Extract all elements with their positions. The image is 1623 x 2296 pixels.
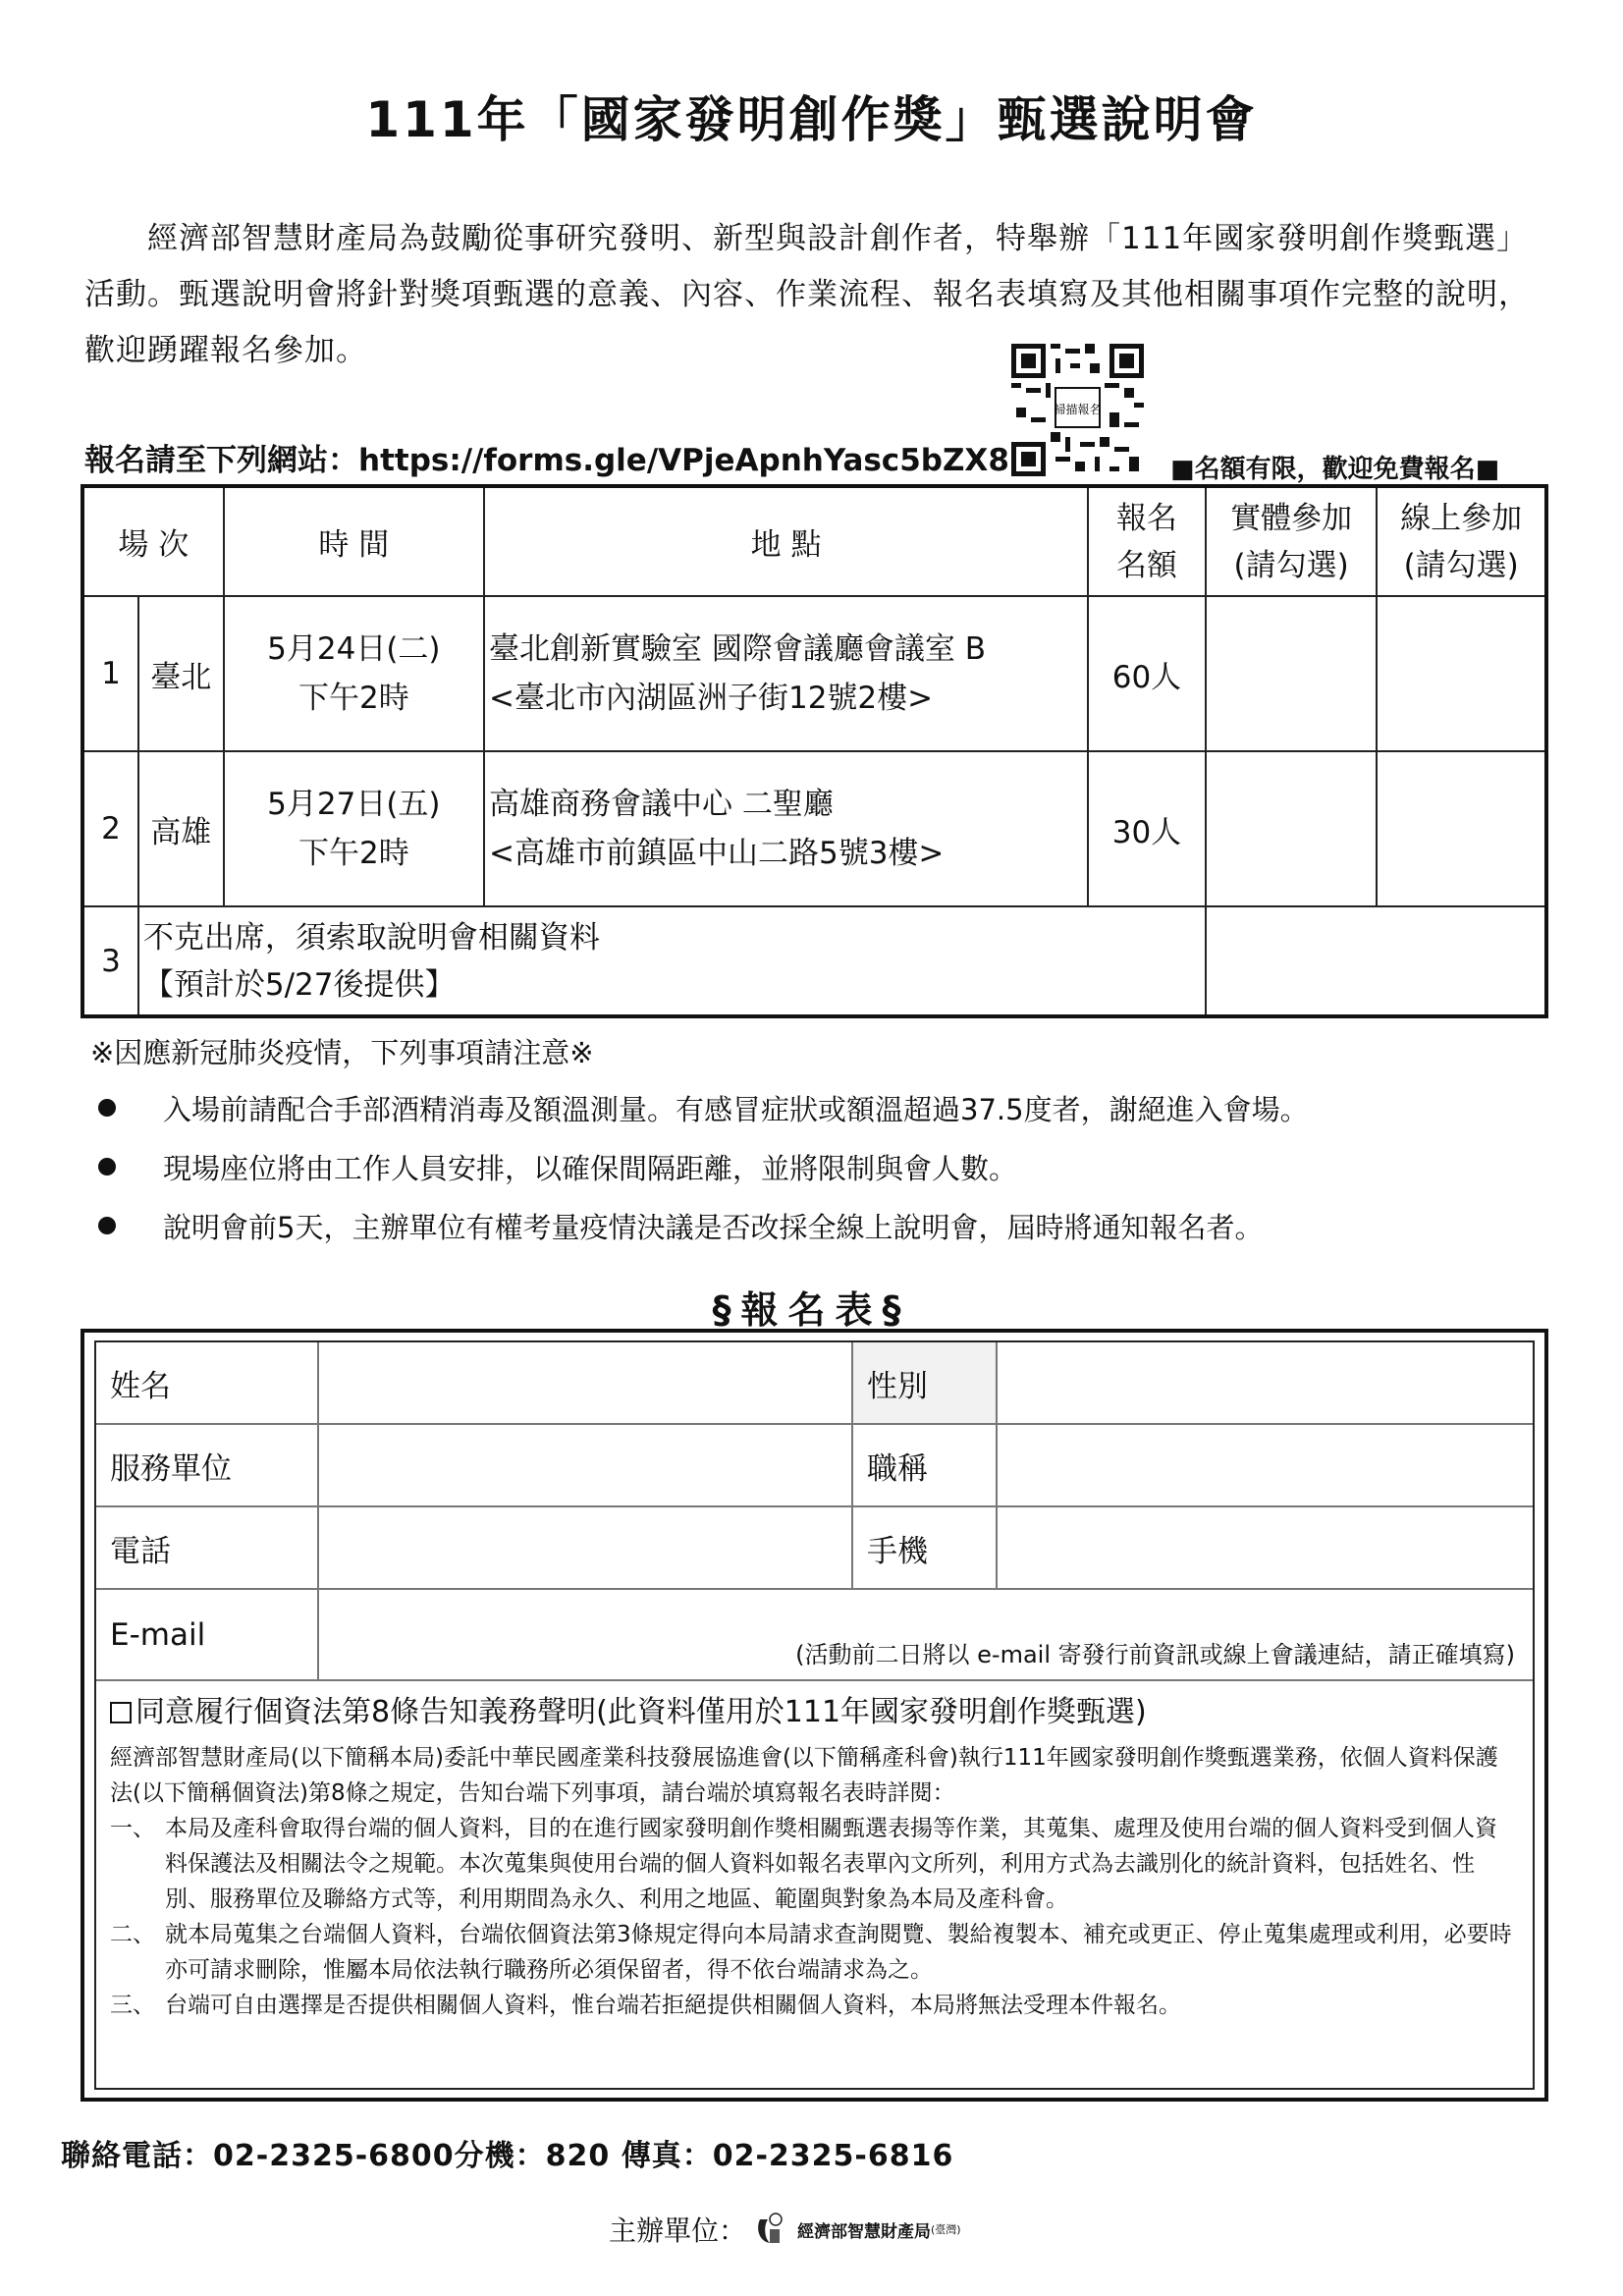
privacy-item-number: 二、 bbox=[110, 1922, 155, 1947]
privacy-item bbox=[110, 1988, 1517, 2023]
bullet-icon bbox=[98, 1099, 116, 1117]
bullet-icon bbox=[98, 1158, 116, 1175]
row-venue: 高雄商務會議中心 二聖廳 bbox=[489, 787, 834, 822]
intro-text: 經濟部智慧財產局為鼓勵從事研究發明、新型與設計創作者，特舉辦「111年國家發明創作獎甄選」活動。甄選說明會將針對獎項甄選的意義、內容、作業流程、報名表填寫及其他相關事項作完整的說明，歡迎踴躍報名參加。 bbox=[84, 221, 1530, 368]
org-label: 服務單位 bbox=[96, 1424, 318, 1506]
row-hour: 下午2時 bbox=[298, 836, 409, 871]
header-session: 場 次 bbox=[82, 486, 224, 596]
list-item bbox=[90, 1196, 1309, 1255]
row-materials-line2: 【預計於5/27後提供】 bbox=[142, 966, 456, 1003]
header-in-person bbox=[1206, 486, 1378, 596]
header-in-person-line1: 實體參加 bbox=[1230, 500, 1353, 536]
row-hour: 下午2時 bbox=[298, 681, 409, 716]
bullet-text: 現場座位將由工作人員安排，以確保間隔距離，並將限制與會人數。 bbox=[163, 1151, 1018, 1185]
form-table bbox=[96, 1342, 1533, 1681]
row-quota: 60人 bbox=[1088, 596, 1206, 751]
online-checkbox-cell[interactable] bbox=[1377, 751, 1546, 906]
name-field[interactable] bbox=[318, 1342, 852, 1424]
registration-form-inner bbox=[94, 1340, 1535, 2090]
row-quota: 30人 bbox=[1088, 751, 1206, 906]
gender-label: 性別 bbox=[852, 1342, 997, 1424]
limit-note: ■名額有限，歡迎免費報名■ bbox=[1170, 455, 1500, 484]
row-address: <臺北市內湖區洲子街12號2樓> bbox=[489, 681, 934, 716]
privacy-item-text: 本局及產科會取得台端的個人資料，目的在進行國家發明創作獎相關甄選表揚等作業，其蒐集、處理及使用台端的個人資料受到個人資料保護法及相關法令之規範。本次蒐集與使用台端的個人資料如報名表單內文所列，利用方式為去識別化的統計資料，包括姓名、性別、服務單位及聯絡方式等，利用期間為永久、利用之地區、範圍與對象為本局及產科會。 bbox=[165, 1816, 1497, 1912]
row-location bbox=[484, 596, 1088, 751]
gender-field[interactable] bbox=[997, 1342, 1533, 1424]
organizer-name-suffix: (臺灣) bbox=[931, 2223, 961, 2236]
organizer bbox=[609, 2210, 961, 2249]
materials-checkbox-cell[interactable] bbox=[1206, 906, 1546, 1016]
bullet-text: 入場前請配合手部酒精消毒及額溫測量。有感冒症狀或額溫超過37.5度者，謝絕進入會場。 bbox=[163, 1092, 1309, 1126]
page-title: 111年「國家發明創作獎」甄選說明會 bbox=[365, 91, 1258, 148]
header-location: 地 點 bbox=[484, 486, 1088, 596]
job-title-field[interactable] bbox=[997, 1424, 1533, 1506]
tipo-logo-icon bbox=[754, 2212, 793, 2247]
qr-code-icon[interactable] bbox=[1011, 344, 1144, 476]
qr-label: 掃描報名 bbox=[1054, 403, 1102, 416]
row-address: <高雄市前鎮區中山二路5號3樓> bbox=[489, 836, 945, 871]
email-note: (活動前二日將以 e-mail 寄發行前資訊或線上會議連結，請正確填寫) bbox=[795, 1641, 1515, 1668]
privacy-statement bbox=[96, 1681, 1533, 2023]
phone-field[interactable] bbox=[318, 1506, 852, 1589]
name-label: 姓名 bbox=[96, 1342, 318, 1424]
table-row bbox=[82, 751, 1546, 906]
header-time: 時 間 bbox=[224, 486, 484, 596]
org-field[interactable] bbox=[318, 1424, 852, 1506]
email-field[interactable] bbox=[318, 1589, 1533, 1680]
privacy-item-text: 台端可自由選擇是否提供相關個人資料，惟台端若拒絕提供相關個人資料，本局將無法受理本件報名。 bbox=[165, 1993, 1181, 2018]
job-title-label: 職稱 bbox=[852, 1424, 997, 1506]
row-date: 5月27日(五) bbox=[267, 787, 441, 822]
in-person-checkbox-cell[interactable] bbox=[1206, 751, 1378, 906]
table-row bbox=[82, 906, 1546, 1016]
row-number: 3 bbox=[82, 906, 138, 1016]
session-table bbox=[81, 484, 1548, 1018]
row-number: 2 bbox=[82, 751, 138, 906]
privacy-item-number: 一、 bbox=[110, 1816, 155, 1841]
privacy-item bbox=[110, 1811, 1517, 1917]
row-city: 臺北 bbox=[138, 596, 224, 751]
online-checkbox-cell[interactable] bbox=[1377, 596, 1546, 751]
row-materials-request bbox=[138, 906, 1206, 1016]
header-quota-line1: 報名 bbox=[1115, 500, 1177, 536]
consent-checkbox[interactable] bbox=[110, 1702, 132, 1723]
privacy-item-text: 就本局蒐集之台端個人資料，台端依個資法第3條規定得向本局請求查詢閱覽、製給複製本、補充或更正、停止蒐集處理或利用，必要時亦可請求刪除，惟屬本局依法執行職務所必須保留者，得不依台端請求為之。 bbox=[165, 1922, 1512, 1983]
row-time bbox=[224, 596, 484, 751]
list-item bbox=[90, 1078, 1309, 1137]
in-person-checkbox-cell[interactable] bbox=[1206, 596, 1378, 751]
privacy-item bbox=[110, 1917, 1517, 1988]
covid-notice-title: ※因應新冠肺炎疫情，下列事項請注意※ bbox=[90, 1036, 594, 1069]
list-item bbox=[90, 1137, 1309, 1196]
row-time bbox=[224, 751, 484, 906]
email-label: E-mail bbox=[96, 1589, 318, 1680]
row-city: 高雄 bbox=[138, 751, 224, 906]
header-quota-line2: 名額 bbox=[1115, 547, 1177, 583]
row-date: 5月24日(二) bbox=[267, 631, 441, 667]
intro-paragraph bbox=[84, 211, 1557, 379]
organizer-name: 經濟部智慧財產局 bbox=[797, 2221, 932, 2242]
table-header-row bbox=[82, 486, 1546, 596]
row-number: 1 bbox=[82, 596, 138, 751]
privacy-item-number: 三、 bbox=[110, 1993, 155, 2018]
mobile-field[interactable] bbox=[997, 1506, 1533, 1589]
organizer-label: 主辦單位： bbox=[609, 2214, 747, 2247]
header-online-line2: (請勾選) bbox=[1403, 547, 1519, 583]
privacy-heading: 同意履行個資法第8條告知義務聲明(此資料僅用於111年國家發明創作獎甄選) bbox=[135, 1695, 1147, 1729]
row-location bbox=[484, 751, 1088, 906]
signup-url[interactable]: 報名請至下列網站：https://forms.gle/VPjeApnhYasc5bZX8 bbox=[84, 443, 1009, 478]
covid-notice-list bbox=[90, 1078, 1309, 1255]
header-online bbox=[1377, 486, 1546, 596]
registration-form bbox=[81, 1329, 1548, 2102]
contact-info: 聯絡電話：02-2325-6800分機：820 傳真：02-2325-6816 bbox=[61, 2139, 954, 2173]
header-online-line1: 線上參加 bbox=[1400, 500, 1523, 536]
header-in-person-line2: (請勾選) bbox=[1233, 547, 1349, 583]
phone-label: 電話 bbox=[96, 1506, 318, 1589]
mobile-label: 手機 bbox=[852, 1506, 997, 1589]
bullet-icon bbox=[98, 1217, 116, 1234]
form-heading: §報名表§ bbox=[712, 1288, 911, 1332]
bullet-text: 說明會前5天，主辦單位有權考量疫情決議是否改採全線上說明會，屆時將通知報名者。 bbox=[163, 1210, 1264, 1244]
table-row bbox=[82, 596, 1546, 751]
row-materials-line1: 不克出席，須索取說明會相關資料 bbox=[142, 919, 600, 956]
header-quota bbox=[1088, 486, 1206, 596]
row-venue: 臺北創新實驗室 國際會議廳會議室 B bbox=[489, 631, 986, 667]
privacy-intro: 經濟部智慧財產局(以下簡稱本局)委託中華民國產業科技發展協進會(以下簡稱產科會)執行111年國家發明創作獎甄選業務，依個人資料保護法(以下簡稱個資法)第8條之規定，告知台端下列事項，請台端於填寫報名表時詳閱： bbox=[110, 1745, 1498, 1806]
